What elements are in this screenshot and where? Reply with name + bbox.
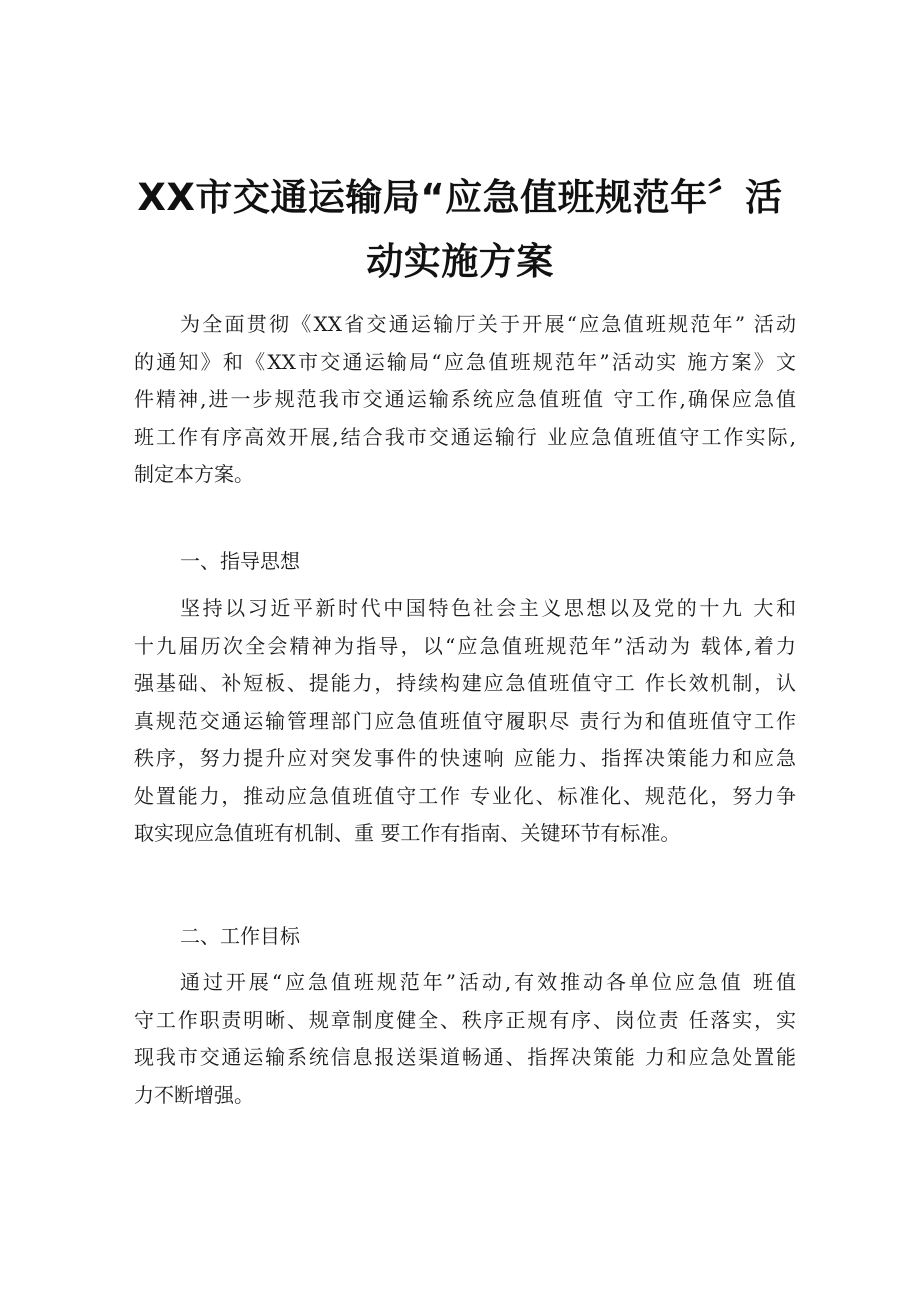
paragraph-line: 取实现应急值班有机制、重 要工作有指南、关键环节有标准。 bbox=[134, 821, 681, 845]
section2-paragraph bbox=[134, 964, 796, 1114]
paragraph-line: 强基础、补短板、提能力，持续构建应急值班值守工 作长效机制，认 bbox=[134, 671, 796, 695]
paragraph-line: 通过开展“应急值班规范年”活动,有效推动各单位应急值 班值 bbox=[180, 970, 796, 994]
document-title-line1: XX市交通运输局“应急值班规范年〞活 bbox=[137, 176, 783, 219]
paragraph-line: 的通知》和《XX市交通运输局“应急值班规范年”活动实 施方案》文 bbox=[134, 349, 796, 374]
section-heading-guiding-ideology: 一、指导思想 bbox=[180, 549, 300, 573]
paragraph-line: 件精神,进一步规范我市交通运输系统应急值班值 守工作,确保应急值 bbox=[134, 387, 796, 411]
document-title-line2: 动实施方案 bbox=[366, 240, 554, 283]
paragraph-line: 为全面贯彻《XX省交通运输厅关于开展“应急值班规范年” 活动 bbox=[180, 312, 796, 336]
paragraph-line: 秩序，努力提升应对突发事件的快速响 应能力、指挥决策能力和应急 bbox=[134, 746, 796, 770]
section-heading-work-goals: 二、工作目标 bbox=[180, 924, 300, 948]
paragraph-line: 处置能力，推动应急值班值守工作 专业化、标准化、规范化，努力争 bbox=[134, 783, 796, 808]
paragraph-line: 真规范交通运输管理部门应急值班值守履职尽 责行为和值班值守工作 bbox=[134, 708, 796, 733]
section1-paragraph bbox=[134, 590, 796, 853]
paragraph-line: 守工作职责明晰、规章制度健全、秩序正规有序、岗位责 任落实，实 bbox=[134, 1007, 796, 1032]
paragraph-line: 十九届历次全会精神为指导，以“应急值班规范年”活动为 载体,着力 bbox=[134, 633, 796, 658]
paragraph-line: 制定本方案。 bbox=[134, 462, 254, 486]
paragraph-line: 班工作有序高效开展,结合我市交通运输行 业应急值班值守工作实际, bbox=[134, 424, 796, 449]
intro-paragraph bbox=[134, 306, 796, 494]
paragraph-line: 现我市交通运输系统信息报送渠道畅通、指挥决策能 力和应急处置能 bbox=[134, 1045, 796, 1069]
paragraph-line: 力不断增强。 bbox=[134, 1082, 254, 1107]
paragraph-line: 坚持以习近平新时代中国特色社会主义思想以及党的十九 大和 bbox=[180, 596, 796, 620]
